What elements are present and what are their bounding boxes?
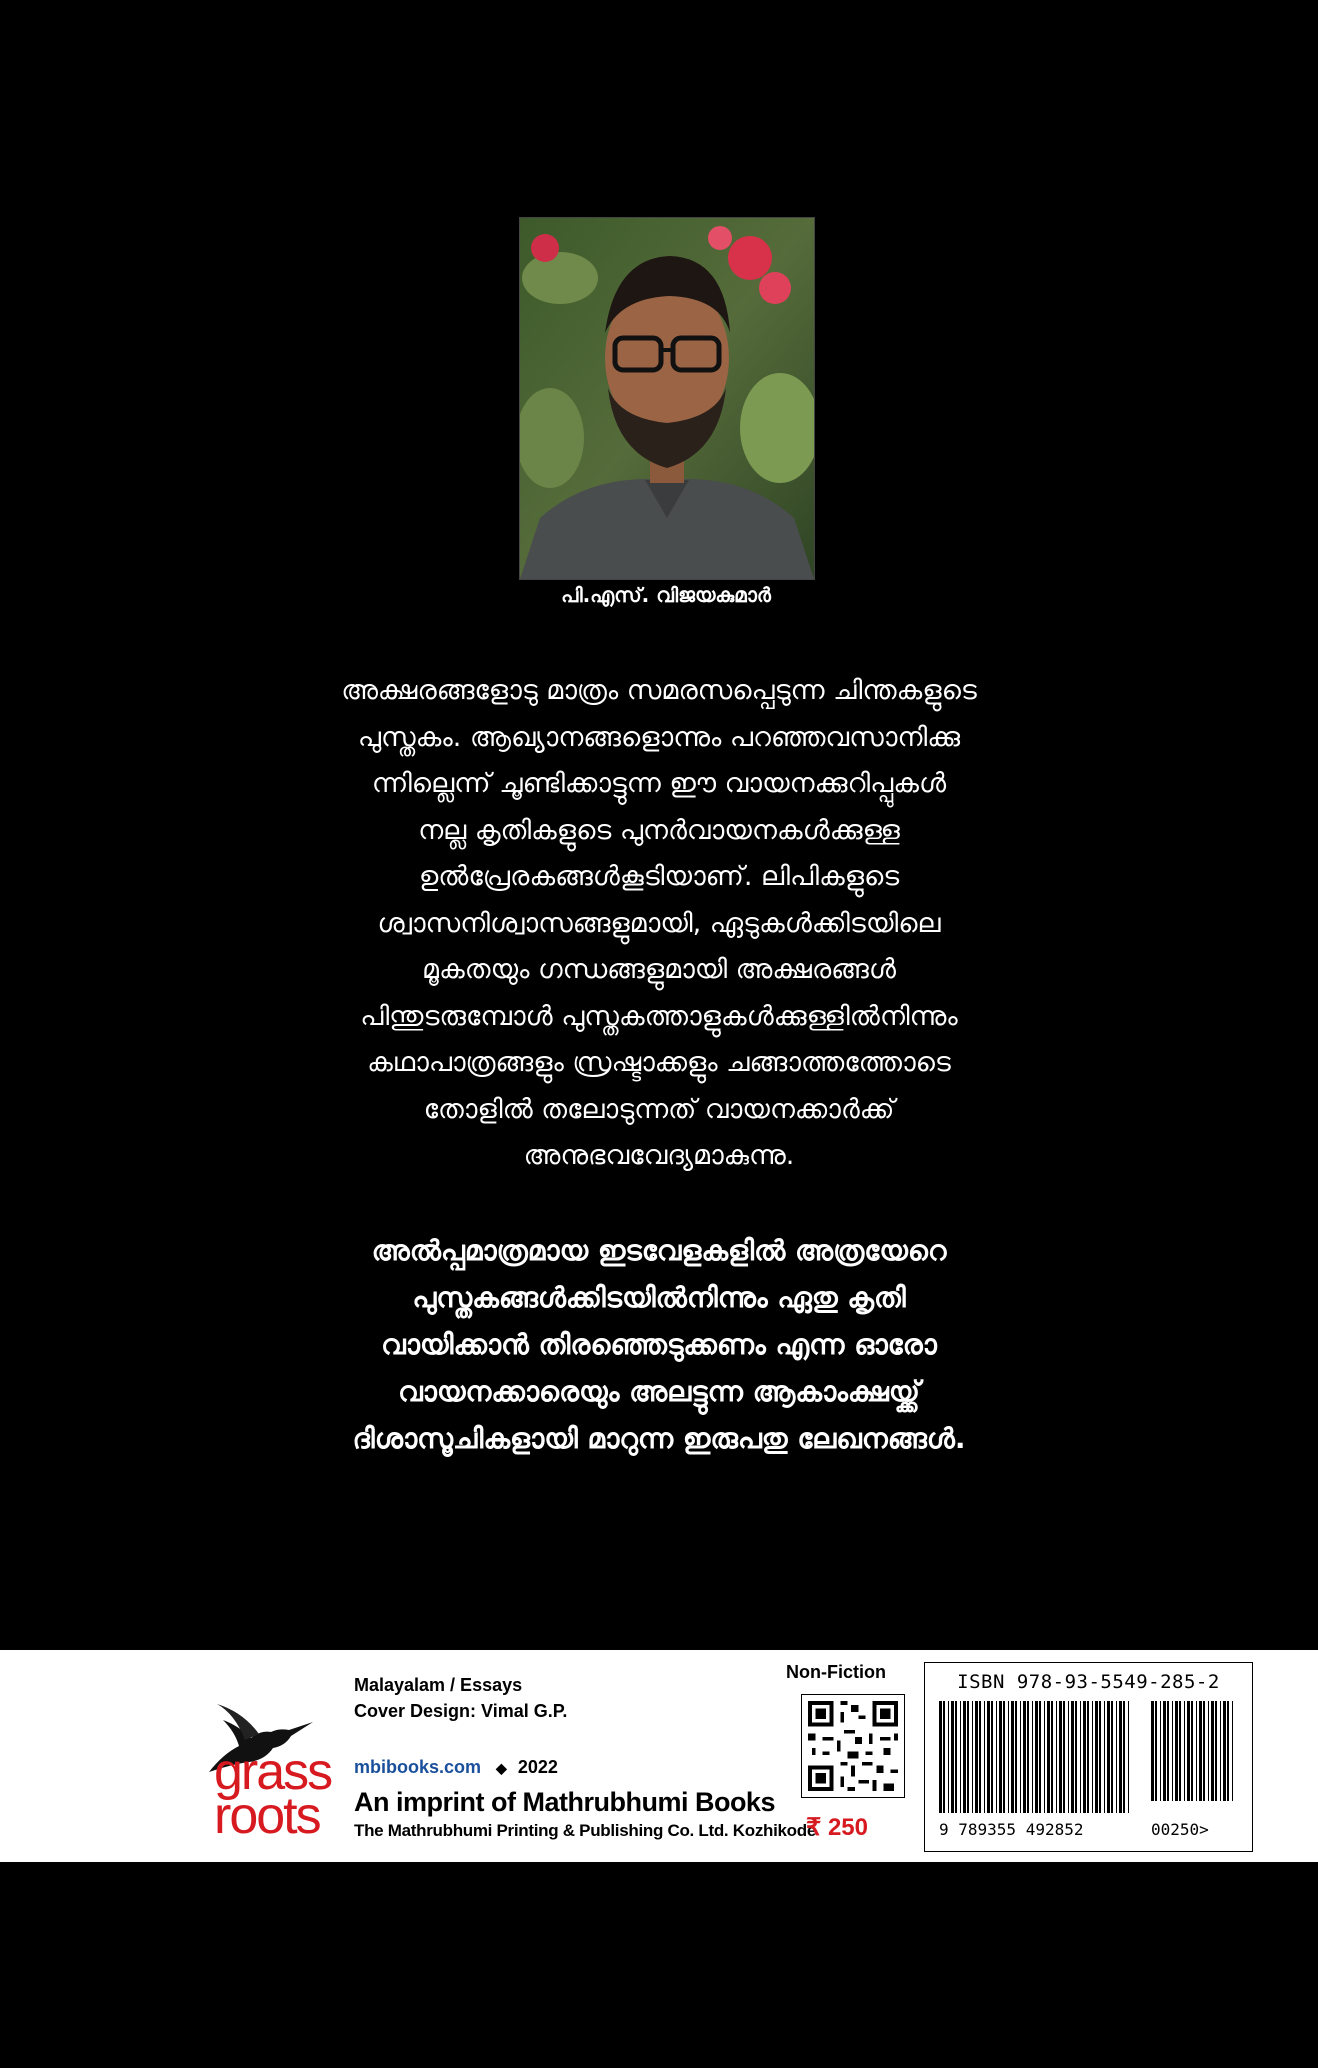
category-label: Non-Fiction [786, 1662, 886, 1682]
genre-label: Malayalam / Essays [354, 1675, 523, 1695]
barcode-addon-digits: 00250> [1151, 1820, 1209, 1839]
logo-word-2: roots [214, 1787, 320, 1845]
book-meta [354, 1672, 567, 1724]
barcode-main-digits: 9 789355 492852 [939, 1820, 1084, 1839]
isbn-number: ISBN 978-93-5549-285-2 [957, 1671, 1220, 1693]
barcode-icon [935, 1701, 1242, 1813]
diamond-separator: ◆ [496, 1760, 507, 1776]
blurb-line: നല്ല കൃതികളുടെ പുനർവായനകൾക്കുള്ള [418, 814, 900, 846]
qr-code-icon[interactable] [801, 1694, 905, 1798]
price-label: ₹ 250 [806, 1814, 868, 1841]
blurb-line: തോളിൽ തലോടുന്നത് വായനക്കാർക്ക് [423, 1093, 895, 1125]
imprint-line: An imprint of Mathrubhumi Books [354, 1787, 775, 1817]
isbn-barcode [924, 1662, 1253, 1852]
blurb-line: അനുഭവവേദ്യമാകുന്നു. [523, 1140, 795, 1171]
publisher-footer [0, 1650, 1318, 1862]
blurb-line: ദിശാസൂചികളായി മാറുന്ന ഇരുപതു ലേഖനങ്ങൾ. [352, 1422, 966, 1455]
cover-design-credit: Cover Design: Vimal G.P. [354, 1701, 568, 1721]
blurb-line: കഥാപാത്രങ്ങളും സ്രഷ്ടാക്കളും ചങ്ങാത്തത്തോടെ [367, 1047, 951, 1078]
blurb-line: വായിക്കാൻ തിരഞ്ഞെടുക്കണം എന്ന ഓരോ [381, 1328, 937, 1361]
publication-year: 2022 [517, 1757, 558, 1777]
author-photo [519, 217, 815, 580]
blurb-line: ന്നില്ലെന്ന് ചൂണ്ടിക്കാട്ടുന്ന ഈ വായനക്കുറിപ്പുകൾ [371, 768, 947, 799]
blurb-line: മൂകതയും ഗന്ധങ്ങളുമായി അക്ഷരങ്ങൾ [422, 954, 896, 985]
blurb-line: പുസ്തകങ്ങൾക്കിടയിൽനിന്നും ഏതു കൃതി [412, 1281, 906, 1314]
website-link[interactable]: mbibooks.com [354, 1757, 482, 1777]
blurb-line: പിന്തുടരുമ്പോൾ പുസ്തകത്താളുകൾക്കുള്ളിൽനിന്നും [360, 1000, 958, 1032]
blurb-paragraph-1 [210, 668, 1108, 1180]
blurb-line: അക്ഷരങ്ങളോടു മാത്രം സമരസപ്പെടുന്ന ചിന്തകളുടെ [341, 675, 977, 706]
blurb-line: ഉൽപ്രേരകങ്ങൾകൂടിയാണ്. ലിപികളുടെ [418, 861, 900, 892]
publisher-line: The Mathrubhumi Printing & Publishing Co. Ltd. Kozhikode [354, 1821, 816, 1840]
grassroots-logo [214, 1743, 332, 1845]
blurb-line: ശ്വാസനിശ്വാസങ്ങളുമായി, ഏടുകൾക്കിടയിലെ [377, 907, 941, 939]
website-row [354, 1757, 558, 1778]
blurb-paragraph-2 [210, 1227, 1108, 1462]
blurb-line: വായനക്കാരെയും അലട്ടുന്ന ആകാംക്ഷയ്ക്ക് [398, 1375, 920, 1408]
blurb-line: അൽപ്പമാത്രമായ ഇടവേളകളിൽ അത്രയേറെ [371, 1234, 947, 1267]
author-name-caption: പി.എസ്. വിജയകുമാർ [561, 583, 771, 607]
blurb-line: പുസ്തകം. ആഖ്യാനങ്ങളൊന്നും പറഞ്ഞവസാനിക്കു [357, 721, 961, 753]
logo-word-1: grass [214, 1743, 332, 1801]
